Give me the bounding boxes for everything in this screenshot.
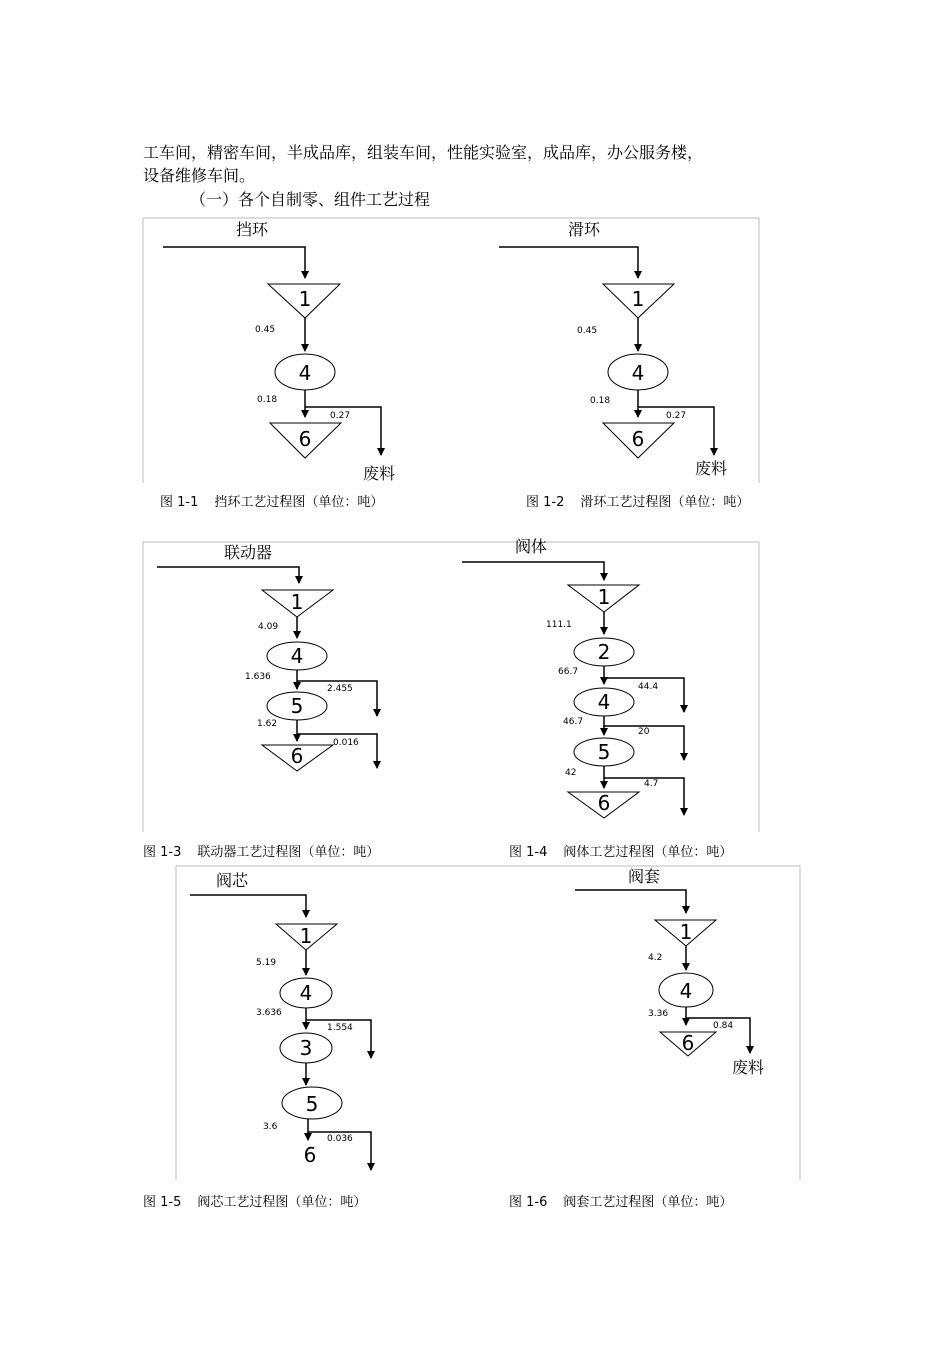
caption-text: 联动器工艺过程图（单位：吨）: [197, 845, 380, 860]
fig4-node-label-2: 2: [597, 640, 611, 664]
fig5-input-arrow: [190, 895, 306, 917]
fig1-node-label-2: 4: [298, 361, 312, 385]
fig3-node-label-1: 1: [290, 590, 304, 614]
figure-1-4-diagram: [462, 537, 684, 818]
fig1-flow-value-2: 0.18: [257, 395, 278, 405]
fig1-flow-value-1: 0.45: [255, 325, 276, 335]
fig5-node-label-4: 5: [305, 1092, 319, 1116]
fig1-node-label-1: 1: [298, 287, 312, 311]
fig4-node-label-5: 6: [597, 791, 611, 815]
figure-1-2-diagram: [499, 220, 727, 478]
fig4-node-label-3: 4: [597, 690, 611, 714]
fig6-node-label-3: 6: [681, 1031, 695, 1055]
fig3-node-label-4: 6: [290, 744, 304, 768]
fig4-flow-value-2: 66.7: [558, 667, 579, 677]
figure-1-5-caption: [143, 1191, 366, 1210]
figure-frame-row-1: [143, 218, 759, 483]
caption-number: 图 1-2: [526, 495, 565, 510]
caption-text: 阀体工艺过程图（单位：吨）: [563, 845, 733, 860]
fig1-scrap-label: 废料: [363, 464, 396, 483]
fig4-node-label-1: 1: [597, 585, 611, 609]
caption-text: 挡环工艺过程图（单位：吨）: [214, 495, 384, 510]
fig4-flow-value-3: 46.7: [563, 717, 584, 727]
fig6-node-label-1: 1: [679, 920, 693, 944]
figure-1-4-caption: [509, 841, 732, 860]
fig5-node-label-1: 1: [299, 924, 313, 948]
fig3-input-arrow: [157, 567, 299, 583]
body-paragraph-line-1: 工车间，精密车间，半成品库，组装车间，性能实验室，成品库，办公服务楼，: [143, 143, 704, 162]
caption-text: 阀芯工艺过程图（单位：吨）: [197, 1195, 367, 1210]
caption-number: 图 1-1: [160, 495, 199, 510]
fig4-scrap-value-1: 44.4: [638, 682, 659, 692]
fig2-input-arrow: [499, 247, 638, 278]
fig2-node-label-3: 6: [631, 427, 645, 451]
fig6-scrap-label: 废料: [732, 1058, 765, 1077]
caption-number: 图 1-6: [509, 1195, 548, 1210]
fig3-flow-value-1: 4.09: [258, 622, 279, 632]
fig2-flow-value-1: 0.45: [577, 326, 598, 336]
fig2-node-label-1: 1: [631, 287, 645, 311]
fig3-scrap-value-1: 2.455: [327, 684, 353, 694]
caption-text: 阀套工艺过程图（单位：吨）: [563, 1195, 733, 1210]
fig5-flow-value-2: 3.636: [256, 1008, 282, 1018]
fig5-node-label-5: 6: [303, 1143, 317, 1167]
fig3-title: 联动器: [224, 543, 273, 562]
fig2-node-label-2: 4: [631, 361, 645, 385]
figure-1-1-diagram: [163, 220, 395, 483]
figure-frame-row-3: [176, 866, 800, 1180]
figure-1-6-diagram: [575, 867, 764, 1077]
fig6-title: 阀套: [628, 867, 661, 886]
figure-1-1-caption: [160, 491, 383, 510]
fig5-flow-value-3: 3.6: [263, 1122, 278, 1132]
fig1-input-arrow: [163, 247, 305, 278]
figure-1-2-caption: [526, 491, 749, 510]
fig4-scrap-value-3: 4.7: [644, 779, 659, 789]
fig3-flow-value-2: 1.636: [245, 672, 271, 682]
fig2-flow-value-2: 0.18: [590, 396, 611, 406]
fig6-node-label-2: 4: [679, 979, 693, 1003]
fig4-title: 阀体: [515, 537, 548, 556]
figure-1-3-diagram: [157, 543, 377, 771]
fig3-node-label-2: 4: [290, 644, 304, 668]
caption-number: 图 1-5: [143, 1195, 182, 1210]
fig4-input-arrow: [462, 562, 604, 580]
fig5-node-label-3: 3: [299, 1036, 313, 1060]
fig6-flow-value-2: 3.36: [648, 1009, 669, 1019]
figure-1-6-caption: [509, 1191, 732, 1210]
figure-1-3-caption: [143, 841, 379, 860]
fig5-title: 阀芯: [216, 871, 249, 890]
fig2-title: 滑环: [568, 220, 601, 239]
fig1-title: 挡环: [236, 220, 269, 239]
fig3-flow-value-3: 1.62: [257, 719, 278, 729]
caption-number: 图 1-4: [509, 845, 548, 860]
fig5-scrap-value-1: 1.554: [327, 1023, 353, 1033]
caption-text: 滑环工艺过程图（单位：吨）: [580, 495, 750, 510]
fig6-input-arrow: [575, 890, 686, 913]
section-heading: （一）各个自制零、组件工艺过程: [190, 190, 431, 209]
fig6-flow-value-1: 4.2: [648, 953, 663, 963]
fig1-node-label-3: 6: [298, 427, 312, 451]
fig5-flow-value-1: 5.19: [256, 958, 277, 968]
body-paragraph-line-2: 设备维修车间。: [143, 166, 256, 185]
fig5-scrap-value-2: 0.036: [327, 1134, 353, 1144]
fig3-scrap-value-2: 0.016: [333, 738, 359, 748]
figure-frame-row-2: [143, 542, 759, 832]
fig4-node-label-4: 5: [597, 740, 611, 764]
fig2-scrap-label: 废料: [695, 459, 728, 478]
fig6-scrap-value: 0.84: [713, 1021, 734, 1031]
fig1-scrap-value: 0.27: [330, 411, 351, 421]
fig4-flow-value-4: 42: [565, 768, 577, 778]
fig3-node-label-3: 5: [290, 694, 304, 718]
fig4-scrap-value-2: 20: [638, 727, 650, 737]
caption-number: 图 1-3: [143, 845, 182, 860]
fig2-scrap-value: 0.27: [666, 411, 687, 421]
figure-1-5-diagram: [190, 871, 371, 1170]
fig4-flow-value-1: 111.1: [546, 620, 572, 630]
fig5-node-label-2: 4: [299, 981, 313, 1005]
